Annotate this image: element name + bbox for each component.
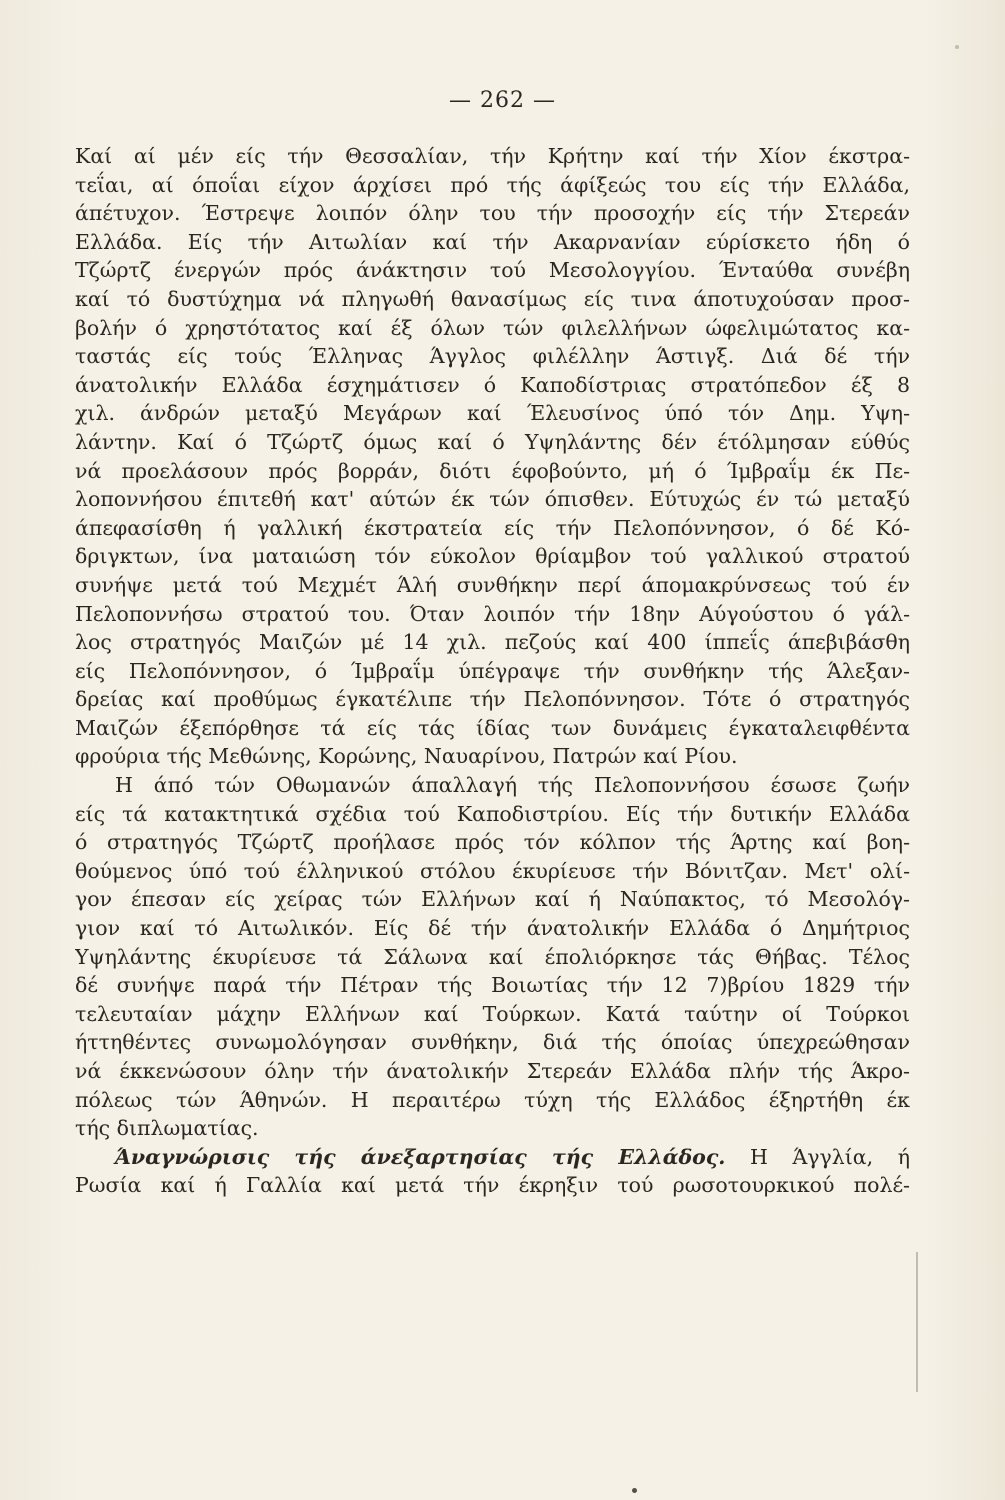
text-line: δριγκτων, ίνα ματαιώση τόν εύκολον θρίαμβον τού γαλλικού στρατού bbox=[75, 544, 910, 569]
text-line: γιον καί τό Αιτωλικόν. Είς δέ τήν άνατολικήν Ελλάδα ό Δημήτριος bbox=[75, 916, 910, 941]
text-line: ταστάς είς τούς Έλληνας Άγγλος φιλέλλην Άστιγξ. Διά δέ τήν bbox=[75, 344, 910, 369]
body-text bbox=[75, 142, 910, 1200]
text-line: ό στρατηγός Τζώρτζ προήλασε πρός τόν κόλπον τής Άρτης καί βοη- bbox=[75, 830, 910, 855]
margin-mark bbox=[916, 1252, 918, 1392]
text-line: τής διπλωματίας. bbox=[75, 1116, 259, 1141]
text-line: Υψηλάντης έκυρίευσε τά Σάλωνα καί έπολιόρκησε τάς Θήβας. Τέλος bbox=[75, 944, 910, 969]
text-line: Ελλάδα. Είς τήν Αιτωλίαν καί τήν Ακαρνανίαν εύρίσκετο ήδη ό bbox=[75, 229, 910, 254]
section-heading: Άναγνώρισις τής άνεξαρτησίας τής Ελλάδος. bbox=[115, 1144, 726, 1169]
text-line: Καί αί μέν είς τήν Θεσσαλίαν, τήν Κρήτην καί τήν Χίον έκστρα- bbox=[75, 144, 910, 168]
text-line: Πελοποννήσω στρατού του. Όταν λοιπόν τήν 18ην Αύγούστου ό γάλ- bbox=[75, 601, 910, 626]
text-line: ήττηθέντες συνωμολόγησαν συνθήκην, διά τής όποίας ύπεχρεώθησαν bbox=[75, 1030, 910, 1055]
text-line: χιλ. άνδρών μεταξύ Μεγάρων καί Έλευσίνος ύπό τόν Δημ. Υψη- bbox=[75, 401, 910, 426]
text-line: Μαιζών έξεπόρθησε τά είς τάς ίδίας των δυνάμεις έγκαταλειφθέντα bbox=[75, 715, 910, 740]
text-run: Η Άγγλία, ή bbox=[725, 1144, 910, 1169]
text-line: Η άπό τών Οθωμανών άπαλλαγή τής Πελοποννήσου έσωσε ζωήν bbox=[115, 773, 910, 798]
text-line: είς Πελοπόννησον, ό Ίμβραΐμ ύπέγραψε τήν συνθήκην τής Άλεξαν- bbox=[75, 658, 910, 683]
text-line: δρείας καί προθύμως έγκατέλιπε τήν Πελοπόννησον. Τότε ό στρατηγός bbox=[75, 687, 910, 712]
text-line: νά έκκενώσουν όλην τήν άνατολικήν Στερεάν Ελλάδα πλήν τής Άκρο- bbox=[75, 1059, 910, 1083]
text-line: βολήν ό χρηστότατος καί έξ όλων τών φιλελλήνων ώφελιμώτατος κα- bbox=[75, 315, 910, 340]
text-line: δέ συνήψε παρά τήν Πέτραν τής Βοιωτίας τήν 12 7)βρίου 1829 τήν bbox=[75, 973, 910, 998]
text-line: Τζώρτζ ένεργών πρός άνάκτησιν τού Μεσολογγίου. Ένταύθα συνέβη bbox=[75, 258, 910, 283]
text-line: γον έπεσαν είς χείρας τών Ελλήνων καί ή Ναύπακτος, τό Μεσολόγ- bbox=[75, 887, 910, 912]
text-line: άνατολικήν Ελλάδα έσχημάτισεν ό Καποδίστριας στρατόπεδον έξ 8 bbox=[75, 372, 910, 397]
text-line: καί τό δυστύχημα νά πληγωθή θανασίμως είς τινα άποτυχούσαν προσ- bbox=[75, 286, 910, 311]
text-line: λοποννήσου έπιτεθή κατ' αύτών έκ τών όπισθεν. Εύτυχώς έν τώ μεταξύ bbox=[75, 487, 910, 512]
text-line: φρούρια τής Μεθώνης, Κορώνης, Ναυαρίνου, Πατρών καί Ρίου. bbox=[75, 744, 738, 769]
text-line: λάντην. Καί ό Τζώρτζ όμως καί ό Υψηλάντης δέν έτόλμησαν εύθύς bbox=[75, 429, 910, 454]
text-line: άπεφασίσθη ή γαλλική έκστρατεία είς τήν Πελοπόννησον, ό δέ Κό- bbox=[75, 515, 910, 540]
text-line: συνήψε μετά τού Μεχμέτ Άλή συνθήκην περί άπομακρύνσεως τού έν bbox=[75, 572, 910, 597]
text-line: πόλεως τών Άθηνών. Η περαιτέρω τύχη τής Ελλάδος έξηρτήθη έκ bbox=[75, 1087, 910, 1112]
paper-speck bbox=[632, 1488, 637, 1493]
text-line: είς τά κατακτητικά σχέδια τού Καποδιστρίου. Είς τήν δυτικήν Ελλάδα bbox=[75, 801, 910, 826]
text-line: τεΐαι, αί όποΐαι είχον άρχίσει πρό τής άφίξεώς του είς τήν Ελλάδα, bbox=[75, 172, 910, 197]
text-line: άπέτυχον. Έστρεψε λοιπόν όλην του τήν προσοχήν είς τήν Στερεάν bbox=[75, 201, 910, 226]
text-line: Ρωσία καί ή Γαλλία καί μετά τήν έκρηξιν τού ρωσοτουρκικού πολέ- bbox=[75, 1173, 910, 1198]
paper-speck bbox=[955, 45, 959, 49]
page-number: — 262 — bbox=[449, 88, 556, 113]
text-line: τελευταίαν μάχην Ελλήνων καί Τούρκων. Κατά ταύτην οί Τούρκοι bbox=[75, 1001, 910, 1026]
text-line: λος στρατηγός Μαιζών μέ 14 χιλ. πεζούς καί 400 ίππεΐς άπεβιβάσθη bbox=[75, 630, 910, 655]
text-line: θούμενος ύπό τού έλληνικού στόλου έκυρίευσε τήν Βόνιτζαν. Μετ' ολί- bbox=[75, 858, 910, 883]
section-heading-line bbox=[75, 1143, 910, 1172]
text-line: νά προελάσουν πρός βορράν, διότι έφοβούντο, μή ό Ίμβραΐμ έκ Πε- bbox=[75, 458, 910, 483]
